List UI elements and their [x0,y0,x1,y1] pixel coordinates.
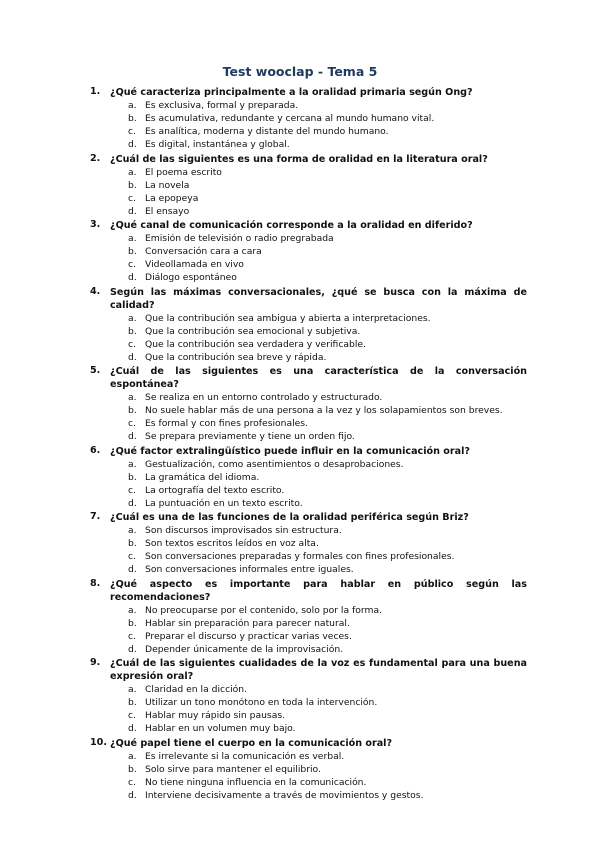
answer-option [90,205,527,218]
option-letter: a. [128,312,137,324]
question-item [90,445,527,510]
question-number: 1. [90,86,101,97]
option-letter: d. [128,431,137,442]
option-letter: b. [128,246,137,257]
option-letter: b. [128,697,137,708]
option-letter: d. [128,139,137,150]
option-text: Es acumulativa, redundante y cercana al mundo humano vital. [145,113,435,124]
option-text: La gramática del idioma. [145,471,260,483]
question-item [90,286,527,364]
option-text: Utilizar un tono monótono en toda la intervención. [145,697,378,708]
question-item [90,511,527,576]
option-text: No tiene ninguna influencia en la comunicación. [145,776,367,788]
option-letter: d. [128,643,137,655]
option-letter: d. [128,789,137,801]
question-text: ¿Qué factor extralingüístico puede influir en la comunicación oral? [110,445,470,457]
option-text: No preocuparse por el contenido, solo por la forma. [145,604,382,616]
option-text: La epopeya [145,192,199,204]
answer-option [90,524,527,537]
answer-option [90,563,527,576]
option-letter: a. [128,233,137,244]
option-letter: a. [128,392,137,403]
option-text: Es formal y con fines profesionales. [145,418,309,429]
question-item [90,153,527,218]
question-number: 10. [90,736,107,748]
question-item [90,219,527,284]
option-letter: d. [128,351,137,363]
answer-option [90,550,527,563]
question-item [90,737,527,802]
option-text: Que la contribución sea emocional y subjetiva. [145,325,361,337]
option-letter: c. [128,418,136,429]
question-item [90,657,527,735]
option-text: Son conversaciones preparadas y formales con fines profesionales. [145,551,455,562]
question-item [90,86,527,151]
answer-option [90,417,527,430]
option-letter: d. [128,497,137,509]
answer-option [90,763,527,776]
answer-option [90,99,527,112]
option-text: Hablar en un volumen muy bajo. [145,723,296,734]
option-text: Depender únicamente de la improvisación. [145,643,344,655]
answer-option [90,138,527,151]
option-letter: a. [128,750,137,762]
option-letter: d. [128,723,137,734]
question-list [90,86,527,802]
answer-option [90,325,527,338]
option-text: Que la contribución sea breve y rápida. [145,351,327,363]
answer-option [90,750,527,763]
option-text: Solo sirve para mantener el equilibrio. [145,763,321,775]
answer-option [90,776,527,789]
answer-option [90,789,527,802]
option-letter: c. [128,776,136,788]
answer-option [90,245,527,258]
option-text: No suele hablar más de una persona a la vez y los solapamientos son breves. [145,405,503,416]
question-text: ¿Qué aspecto es importante para hablar en público según las recomendaciones? [110,578,527,603]
answer-option [90,617,527,630]
answer-option [90,722,527,735]
answer-option [90,484,527,497]
answer-option [90,497,527,510]
option-letter: d. [128,564,137,575]
question-text: ¿Qué canal de comunicación corresponde a la oralidad en diferido? [110,220,473,231]
answer-option [90,312,527,325]
answer-option [90,430,527,443]
answer-option [90,338,527,351]
option-text: Que la contribución sea ambigua y abierta a interpretaciones. [145,312,431,324]
answer-option [90,696,527,709]
option-text: Hablar sin preparación para parecer natural. [145,617,350,629]
answer-option [90,125,527,138]
option-letter: c. [128,338,136,350]
option-letter: b. [128,179,137,191]
option-letter: b. [128,538,137,549]
question-text: ¿Cuál de las siguientes cualidades de la voz es fundamental para una buena expresión oral? [110,658,527,682]
option-letter: c. [128,259,136,270]
option-text: El poema escrito [145,166,222,178]
option-text: La ortografía del texto escrito. [145,484,285,496]
answer-option [90,166,527,179]
option-letter: b. [128,113,137,124]
answer-option [90,112,527,125]
answer-option [90,458,527,471]
option-letter: d. [128,272,137,283]
option-text: Conversación cara a cara [145,246,262,257]
option-letter: a. [128,100,137,111]
option-letter: c. [128,484,136,496]
option-letter: a. [128,684,137,695]
option-text: Hablar muy rápido sin pausas. [145,710,286,721]
answer-option [90,630,527,643]
question-number: 5. [90,365,101,376]
question-number: 3. [90,219,101,230]
question-text: ¿Qué caracteriza principalmente a la oralidad primaria según Ong? [110,87,473,98]
option-letter: b. [128,325,137,337]
question-text: ¿Qué papel tiene el cuerpo en la comunicación oral? [110,737,393,749]
option-text: Claridad en la dicción. [145,684,248,695]
question-number: 9. [90,657,101,668]
question-number: 2. [90,152,101,164]
option-letter: a. [128,166,137,178]
option-text: Son conversaciones informales entre iguales. [145,564,354,575]
page-title: Test wooclap - Tema 5 [222,64,378,79]
question-number: 7. [90,511,101,522]
question-text: ¿Cuál es una de las funciones de la oralidad periférica según Briz? [110,512,469,523]
answer-option [90,192,527,205]
answer-option [90,643,527,656]
option-letter: a. [128,604,137,616]
answer-option [90,271,527,284]
answer-option [90,391,527,404]
option-text: Se prepara previamente y tiene un orden fijo. [145,431,355,442]
question-item [90,365,527,443]
question-text: ¿Cuál de las siguientes es una característica de la conversación espontánea? [110,366,527,390]
answer-option [90,258,527,271]
answer-option [90,179,527,192]
option-text: Es digital, instantánea y global. [145,139,290,150]
option-text: El ensayo [145,205,190,217]
question-item [90,578,527,656]
option-text: Son textos escritos leídos en voz alta. [145,538,319,549]
question-number: 8. [90,577,101,589]
option-letter: c. [128,126,136,137]
option-letter: b. [128,405,137,416]
option-text: Es analítica, moderna y distante del mundo humano. [145,126,389,137]
question-text: ¿Cuál de las siguientes es una forma de oralidad en la literatura oral? [110,153,488,165]
option-text: Diálogo espontáneo [145,272,237,283]
answer-option [90,351,527,364]
option-text: Se realiza en un entorno controlado y estructurado. [145,392,383,403]
answer-option [90,537,527,550]
answer-option [90,232,527,245]
answer-option [90,404,527,417]
answer-option [90,471,527,484]
option-text: La puntuación en un texto escrito. [145,497,303,509]
answer-option [90,604,527,617]
option-text: Es irrelevante si la comunicación es verbal. [145,750,345,762]
option-text: Preparar el discurso y practicar varias veces. [145,630,352,642]
option-text: Que la contribución sea verdadera y verificable. [145,338,366,350]
answer-option [90,709,527,722]
option-letter: c. [128,710,136,721]
option-letter: b. [128,617,137,629]
option-text: La novela [145,179,190,191]
option-text: Emisión de televisión o radio pregrabada [145,233,334,244]
question-text: Según las máximas conversacionales, ¿qué se busca con la máxima de calidad? [110,286,527,311]
option-text: Gestualización, como asentimientos o desaprobaciones. [145,458,404,470]
question-number: 6. [90,444,101,456]
option-text: Videollamada en vivo [145,259,244,270]
option-letter: a. [128,458,137,470]
option-letter: b. [128,763,137,775]
option-text: Interviene decisivamente a través de movimientos y gestos. [145,789,424,801]
option-letter: c. [128,551,136,562]
option-text: Es exclusiva, formal y preparada. [145,100,299,111]
option-letter: a. [128,525,137,536]
option-letter: d. [128,205,137,217]
answer-option [90,683,527,696]
option-letter: c. [128,192,136,204]
question-number: 4. [90,285,101,297]
option-letter: c. [128,630,136,642]
option-letter: b. [128,471,137,483]
option-text: Son discursos improvisados sin estructura. [145,525,342,536]
